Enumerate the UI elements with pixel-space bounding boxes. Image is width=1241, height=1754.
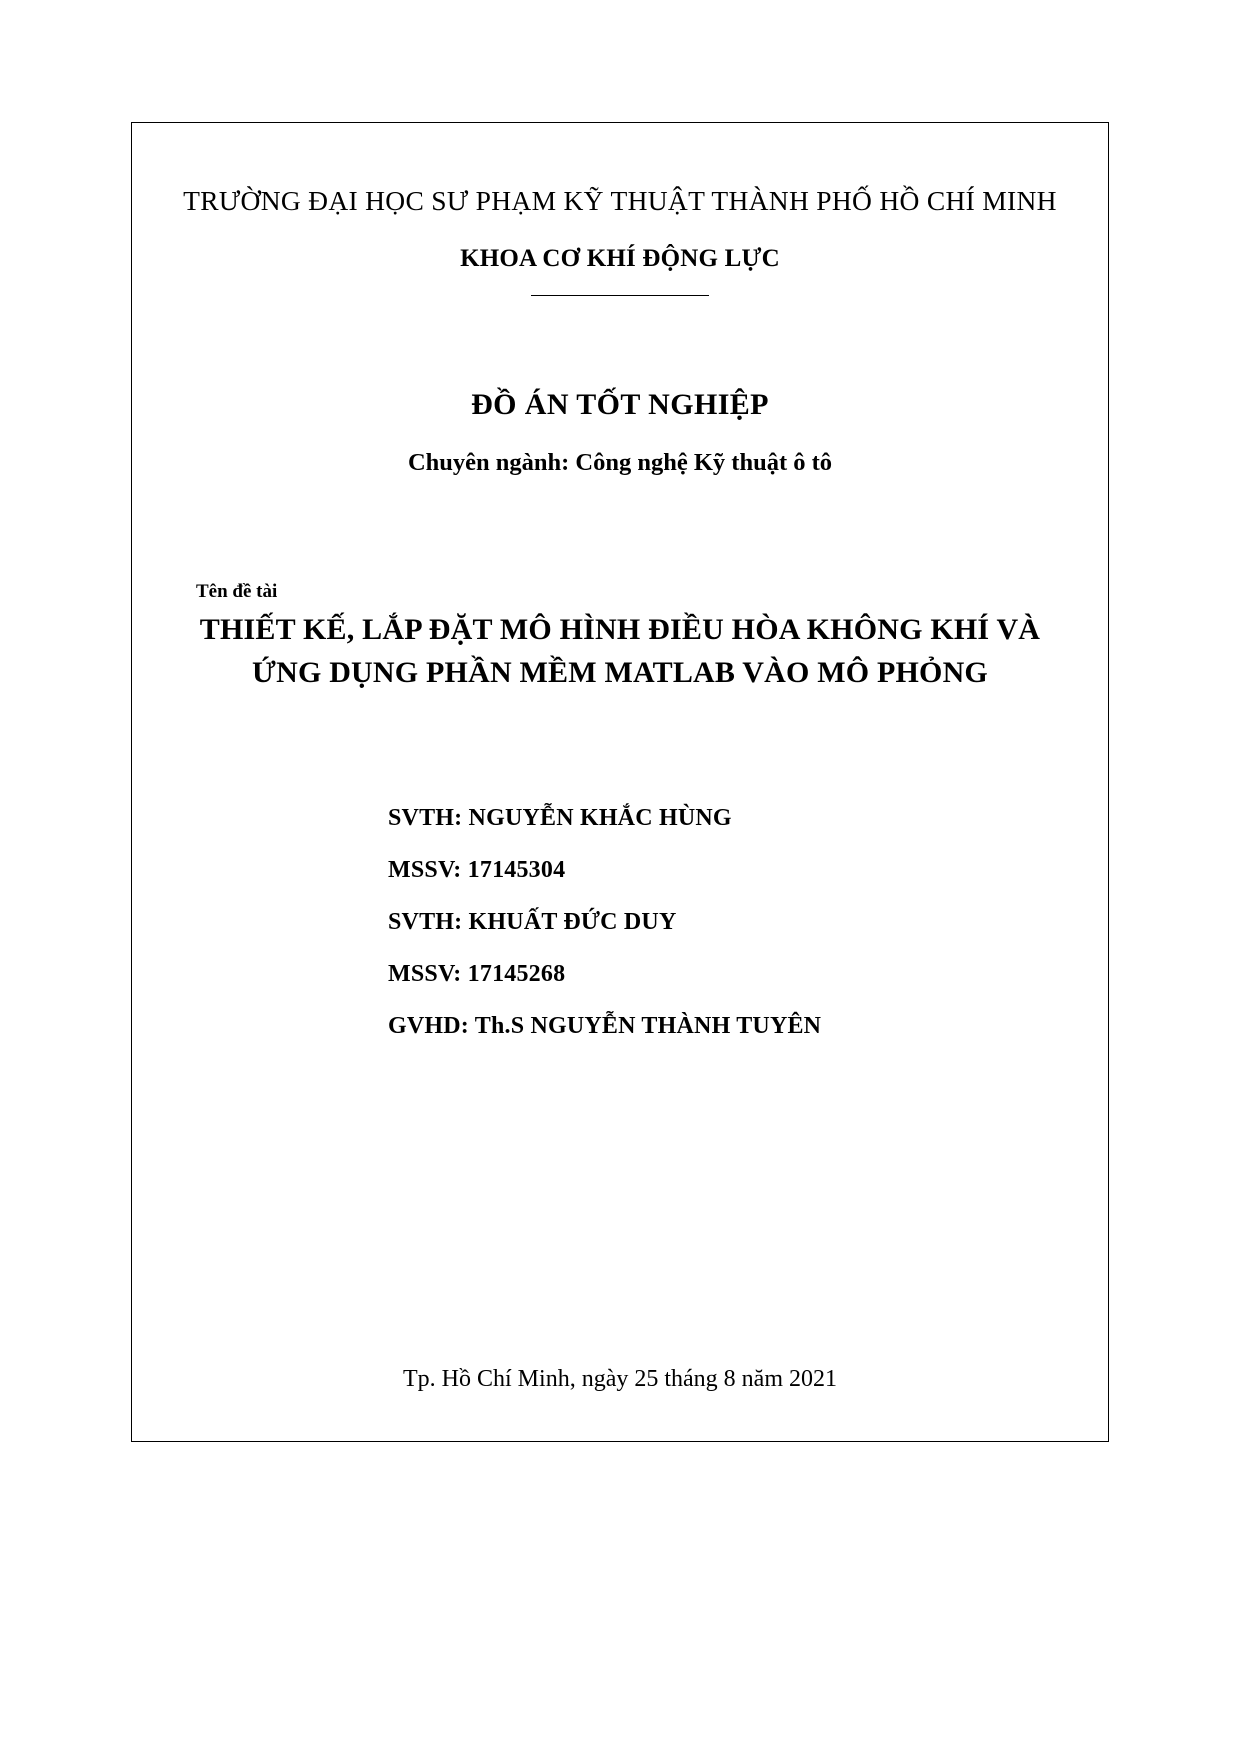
document-type-title: ĐỒ ÁN TỐT NGHIỆP <box>471 388 769 421</box>
major-line: Chuyên ngành: Công nghệ Kỹ thuật ô tô <box>407 449 833 476</box>
people-block <box>166 806 1074 1038</box>
advisor-name: GVHD: Th.S NGUYỄN THÀNH TUYÊN <box>388 1013 822 1040</box>
horizontal-divider <box>531 295 709 296</box>
student-2-id: MSSV: 17145268 <box>388 961 566 988</box>
thesis-title: THIẾT KẾ, LẮP ĐẶT MÔ HÌNH ĐIỀU HÒA KHÔNG KHÍ VÀ ỨNG DỤNG PHẦN MỀM MATLAB VÀO MÔ PHỎNG <box>199 613 1041 689</box>
cover-border-frame <box>131 122 1109 1442</box>
student-1-id: MSSV: 17145304 <box>388 857 566 884</box>
student-2-name: SVTH: KHUẤT ĐỨC DUY <box>388 909 677 936</box>
university-name: TRƯỜNG ĐẠI HỌC SƯ PHẠM KỸ THUẬT THÀNH PHỐ HỒ CHÍ MINH <box>183 185 1057 216</box>
student-1-name: SVTH: NGUYỄN KHẮC HÙNG <box>388 805 732 832</box>
faculty-name: KHOA CƠ KHÍ ĐỘNG LỰC <box>460 245 780 272</box>
cover-content <box>132 123 1108 1441</box>
topic-label: Tên đề tài <box>196 581 278 602</box>
place-and-date: Tp. Hồ Chí Minh, ngày 25 tháng 8 năm 2021 <box>403 1366 837 1392</box>
